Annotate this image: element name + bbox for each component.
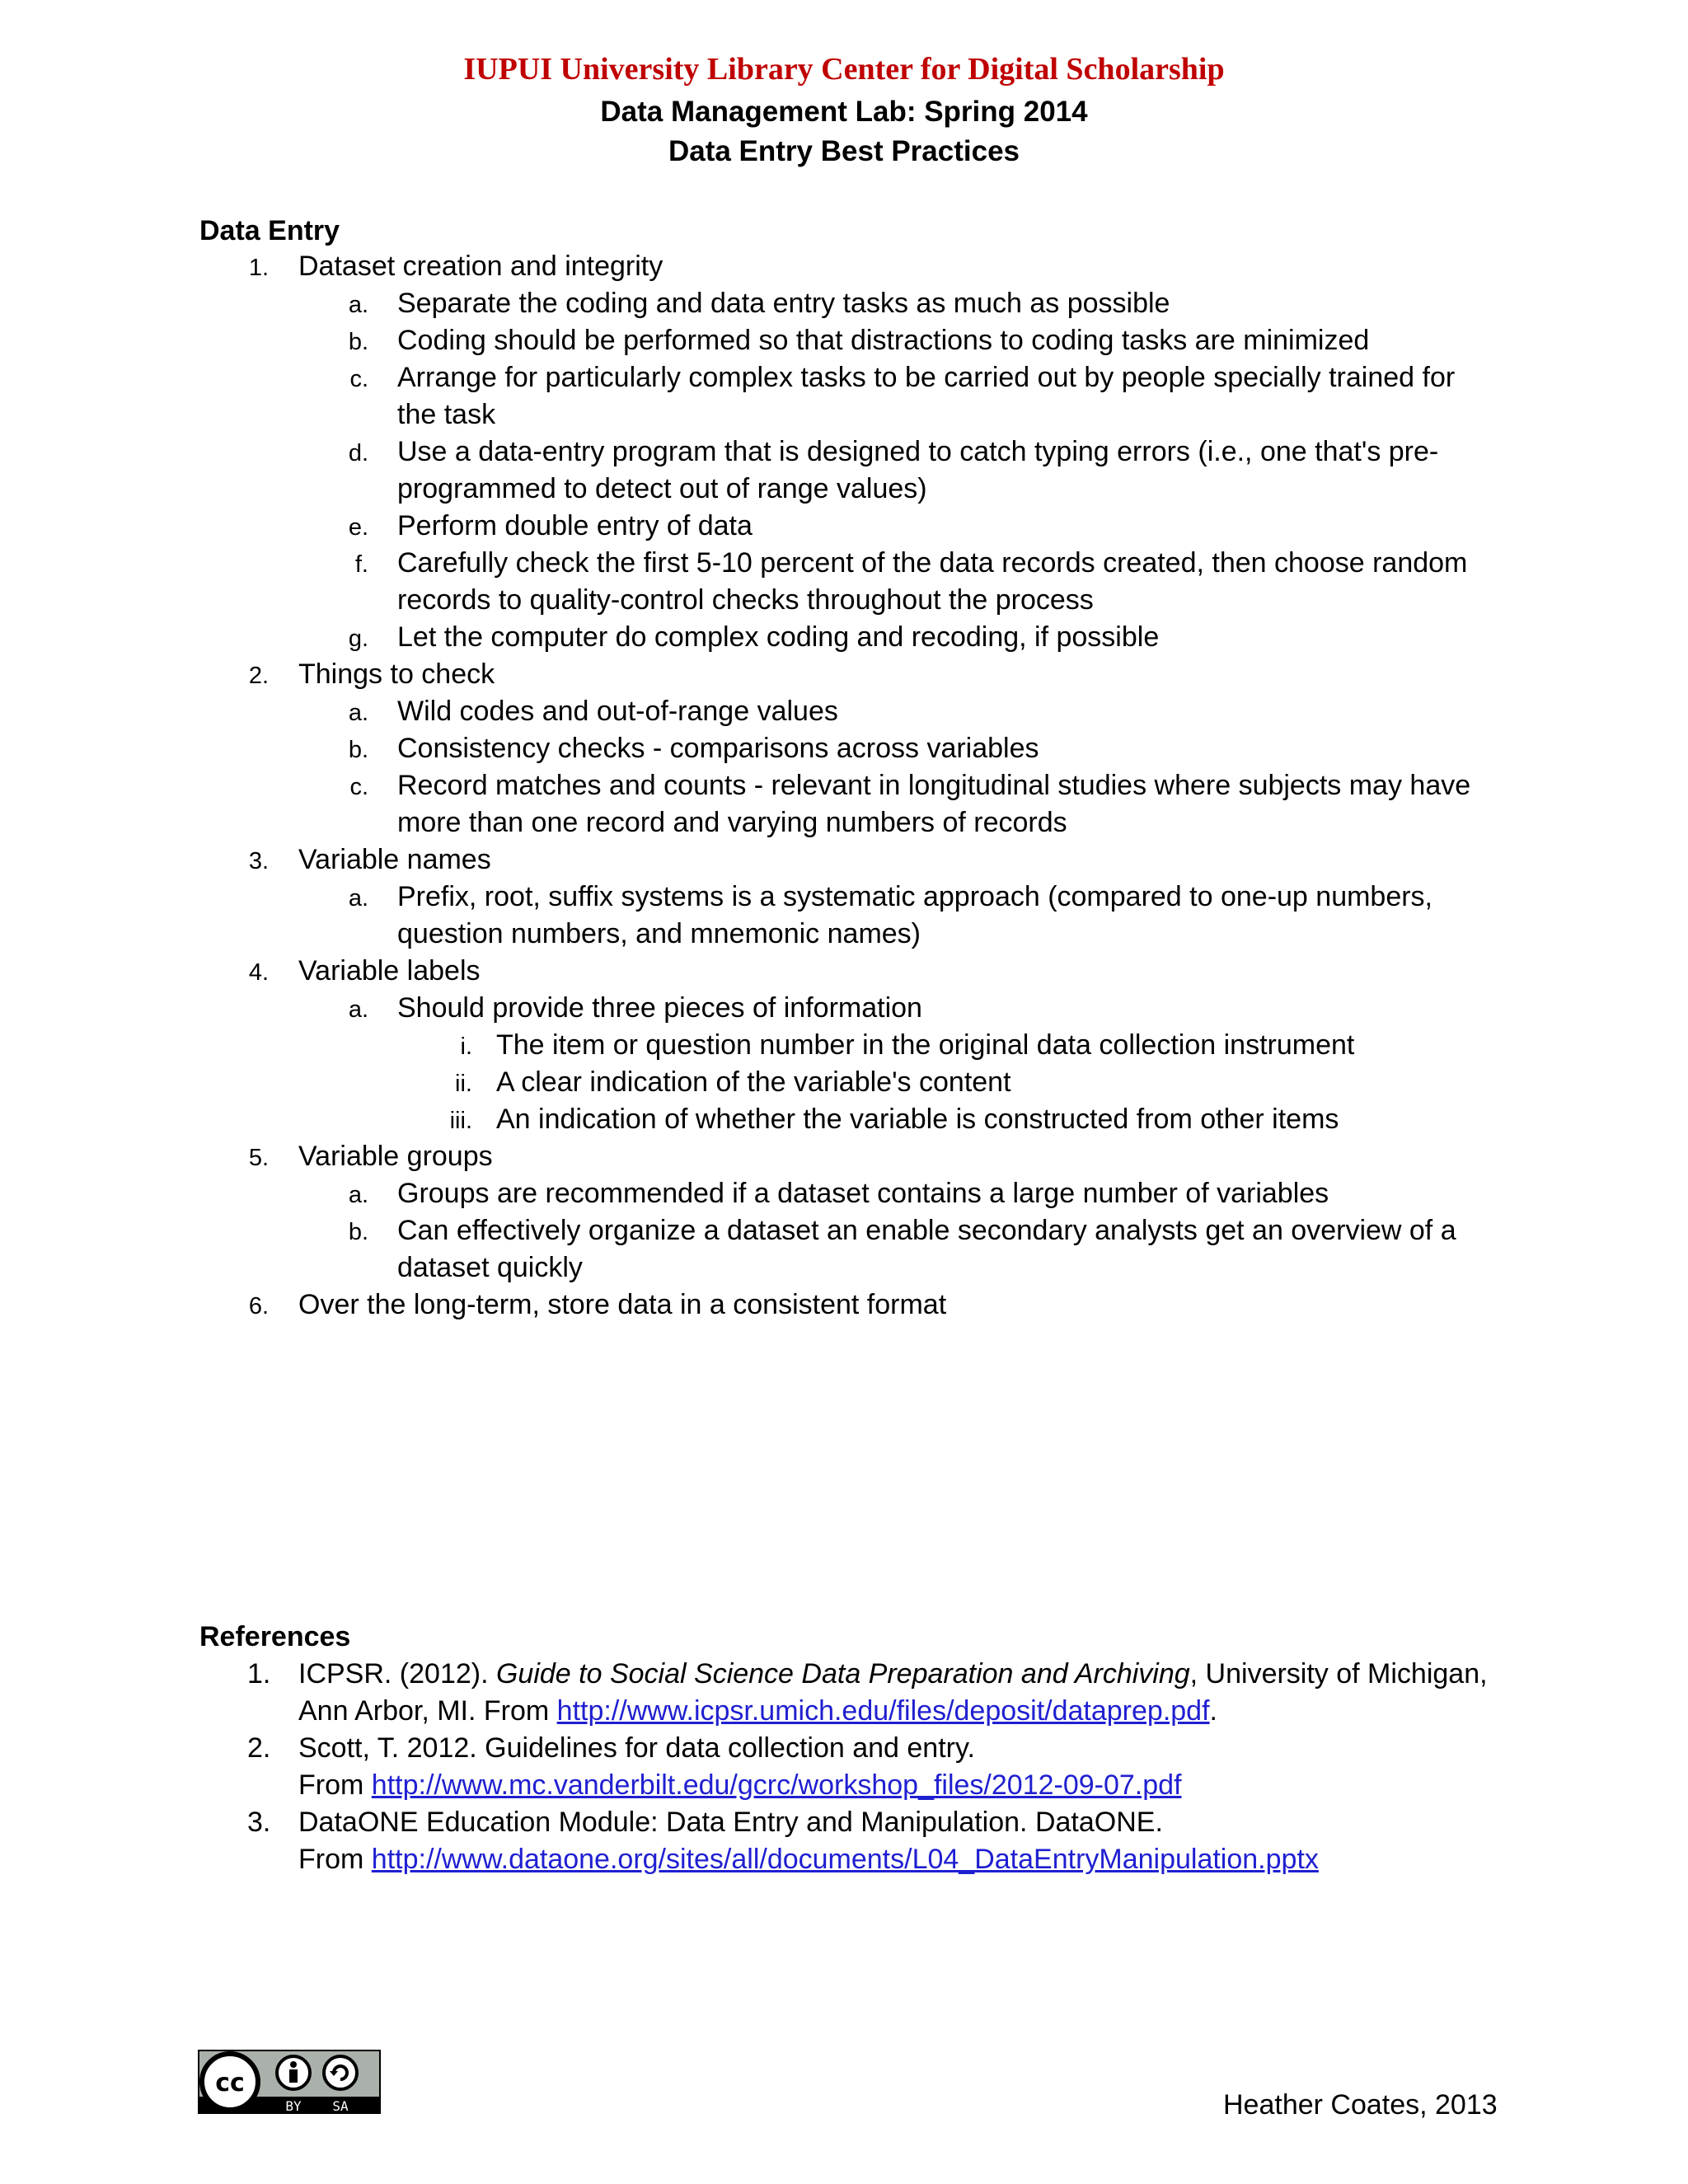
list-marker: 4. bbox=[248, 959, 269, 986]
org-title: IUPUI University Library Center for Digital Scholarship bbox=[463, 52, 1225, 87]
list-marker: 6. bbox=[248, 1293, 269, 1319]
list-item-continuation: more than one record and varying numbers of records bbox=[397, 807, 1067, 838]
list-marker: d. bbox=[348, 440, 368, 466]
section-heading-references: References bbox=[199, 1621, 351, 1652]
svg-text:cc: cc bbox=[215, 2069, 245, 2097]
list-item-continuation: the task bbox=[397, 399, 496, 430]
list-marker: 2. bbox=[248, 663, 269, 689]
list-marker: 3. bbox=[248, 848, 269, 874]
list-item: Record matches and counts - relevant in longitudinal studies where subjects may have bbox=[397, 770, 1471, 801]
list-item: Variable names bbox=[298, 844, 491, 875]
list-marker: e. bbox=[348, 514, 368, 541]
reference-line: From http://www.mc.vanderbilt.edu/gcrc/workshop_files/2012-09-07.pdf bbox=[298, 1769, 1182, 1801]
reference-line: Ann Arbor, MI. From http://www.icpsr.umich.edu/files/deposit/dataprep.pdf. bbox=[298, 1695, 1217, 1727]
list-item: Arrange for particularly complex tasks to be carried out by people specially trained for bbox=[397, 362, 1456, 393]
list-item: Let the computer do complex coding and recoding, if possible bbox=[397, 621, 1160, 653]
list-item: Should provide three pieces of information bbox=[397, 992, 922, 1024]
reference-line: From http://www.dataone.org/sites/all/documents/L04_DataEntryManipulation.pptx bbox=[298, 1844, 1319, 1875]
list-marker: c. bbox=[349, 774, 368, 800]
list-marker: ii. bbox=[455, 1071, 472, 1097]
cc-by-label: BY bbox=[285, 2098, 302, 2114]
lab-title: Data Management Lab: Spring 2014 bbox=[600, 96, 1088, 128]
list-marker: 5. bbox=[248, 1145, 269, 1171]
list-marker: a. bbox=[348, 700, 368, 726]
list-marker: a. bbox=[348, 1182, 368, 1208]
list-item: Use a data-entry program that is designed to catch typing errors (i.e., one that's pre- bbox=[397, 436, 1439, 467]
list-marker: b. bbox=[348, 329, 368, 355]
reference-book-title: Guide to Social Science Data Preparation and Archiving bbox=[495, 1658, 1190, 1690]
list-marker: g. bbox=[348, 626, 368, 652]
list-item: Dataset creation and integrity bbox=[298, 251, 663, 282]
list-marker: c. bbox=[349, 366, 368, 392]
reference-line: ICPSR. (2012). Guide to Social Science Data Preparation and Archiving, University of Michigan, bbox=[298, 1658, 1488, 1690]
list-item: The item or question number in the original data collection instrument bbox=[496, 1029, 1355, 1061]
list-marker: a. bbox=[348, 885, 368, 912]
list-marker: 1. bbox=[248, 255, 269, 281]
list-marker: a. bbox=[348, 292, 368, 318]
list-item: Things to check bbox=[298, 658, 495, 690]
list-item: Prefix, root, suffix systems is a systematic approach (compared to one-up numbers, bbox=[397, 881, 1433, 912]
list-item: Coding should be performed so that distractions to coding tasks are minimized bbox=[397, 325, 1370, 356]
reference-marker: 1. bbox=[247, 1658, 271, 1690]
reference-marker: 3. bbox=[247, 1807, 271, 1838]
list-item: Variable groups bbox=[298, 1141, 493, 1172]
list-item-continuation: question numbers, and mnemonic names) bbox=[397, 918, 921, 949]
cc-by-sa-icon bbox=[198, 2050, 381, 2114]
list-item: Over the long-term, store data in a consistent format bbox=[298, 1289, 947, 1320]
list-item: Groups are recommended if a dataset contains a large number of variables bbox=[397, 1178, 1329, 1209]
list-marker: iii. bbox=[449, 1108, 472, 1134]
list-item: Wild codes and out-of-range values bbox=[397, 696, 838, 727]
list-item: Variable labels bbox=[298, 955, 481, 987]
list-item: Separate the coding and data entry tasks as much as possible bbox=[397, 288, 1170, 319]
list-marker: b. bbox=[348, 1219, 368, 1245]
reference-link[interactable]: http://www.dataone.org/sites/all/documents/L04_DataEntryManipulation.pptx bbox=[371, 1844, 1319, 1875]
list-item: Can effectively organize a dataset an enable secondary analysts get an overview of a bbox=[397, 1215, 1456, 1246]
reference-marker: 2. bbox=[247, 1732, 271, 1764]
section-heading-data-entry: Data Entry bbox=[199, 215, 340, 246]
list-marker: a. bbox=[348, 996, 368, 1023]
reference-line: DataONE Education Module: Data Entry and Manipulation. DataONE. bbox=[298, 1807, 1163, 1838]
list-item: A clear indication of the variable's content bbox=[496, 1066, 1011, 1098]
list-marker: i. bbox=[460, 1033, 472, 1060]
doc-title: Data Entry Best Practices bbox=[668, 135, 1020, 167]
reference-link[interactable]: http://www.icpsr.umich.edu/files/deposit/dataprep.pdf bbox=[556, 1695, 1210, 1727]
list-marker: f. bbox=[354, 551, 368, 578]
list-marker: b. bbox=[348, 737, 368, 763]
footer-author: Heather Coates, 2013 bbox=[1223, 2089, 1498, 2121]
cc-sa-label: SA bbox=[332, 2098, 349, 2114]
list-item-continuation: dataset quickly bbox=[397, 1252, 583, 1283]
list-item: Carefully check the first 5-10 percent of the data records created, then choose random bbox=[397, 547, 1468, 579]
reference-link[interactable]: http://www.mc.vanderbilt.edu/gcrc/workshop_files/2012-09-07.pdf bbox=[371, 1769, 1182, 1801]
list-item: Perform double entry of data bbox=[397, 510, 753, 541]
list-item-continuation: programmed to detect out of range values) bbox=[397, 473, 927, 504]
list-item: An indication of whether the variable is constructed from other items bbox=[496, 1104, 1339, 1135]
reference-line: Scott, T. 2012. Guidelines for data collection and entry. bbox=[298, 1732, 975, 1764]
list-item-continuation: records to quality-control checks throughout the process bbox=[397, 584, 1094, 616]
list-item: Consistency checks - comparisons across variables bbox=[397, 733, 1039, 764]
